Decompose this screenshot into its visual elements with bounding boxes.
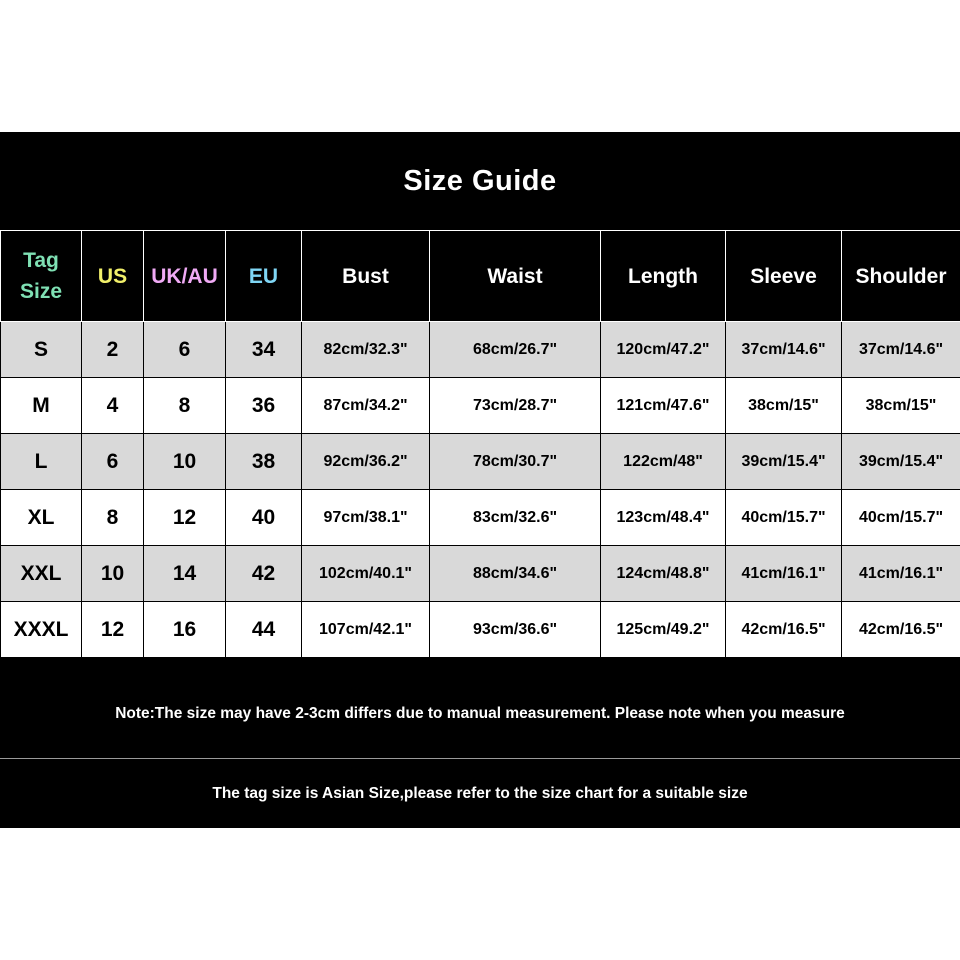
table-row <box>1 490 960 546</box>
cell-sleeve: 42cm/16.5" <box>726 602 842 658</box>
cell-shoulder: 41cm/16.1" <box>842 546 960 602</box>
note-band <box>0 670 960 759</box>
header-tag-line-1: Tag <box>23 249 59 272</box>
cell-us: 8 <box>82 490 144 546</box>
cell-bust: 102cm/40.1" <box>302 546 430 602</box>
cell-waist: 83cm/32.6" <box>430 490 601 546</box>
header-shoulder: Shoulder <box>842 231 960 322</box>
cell-sleeve: 40cm/15.7" <box>726 490 842 546</box>
cell-eu: 36 <box>226 378 302 434</box>
cell-bust: 82cm/32.3" <box>302 322 430 378</box>
cell-sleeve: 41cm/16.1" <box>726 546 842 602</box>
cell-tag: L <box>1 434 82 490</box>
cell-us: 2 <box>82 322 144 378</box>
cell-tag: XXL <box>1 546 82 602</box>
header-length: Length <box>601 231 726 322</box>
table-row <box>1 434 960 490</box>
cell-waist: 93cm/36.6" <box>430 602 601 658</box>
header-eu: EU <box>226 231 302 322</box>
cell-bust: 87cm/34.2" <box>302 378 430 434</box>
cell-bust: 107cm/42.1" <box>302 602 430 658</box>
table-row <box>1 546 960 602</box>
header-tag-line-2: Size <box>19 280 63 303</box>
measurement-note: Note:The size may have 2-3cm differs due to manual measurement. Please note when you measure <box>115 705 845 722</box>
cell-tag: M <box>1 378 82 434</box>
page-title: Size Guide <box>403 164 557 197</box>
cell-shoulder: 42cm/16.5" <box>842 602 960 658</box>
cell-bust: 97cm/38.1" <box>302 490 430 546</box>
cell-eu: 40 <box>226 490 302 546</box>
cell-uk-au: 6 <box>144 322 226 378</box>
cell-bust: 92cm/36.2" <box>302 434 430 490</box>
cell-uk-au: 8 <box>144 378 226 434</box>
header-uk-au: UK/AU <box>144 231 226 322</box>
cell-uk-au: 12 <box>144 490 226 546</box>
tag-size-note: The tag size is Asian Size,please refer to the size chart for a suitable size <box>212 784 748 802</box>
size-rows <box>1 322 960 658</box>
table-row <box>1 322 960 378</box>
header-bust: Bust <box>302 231 430 322</box>
cell-uk-au: 14 <box>144 546 226 602</box>
cell-length: 121cm/47.6" <box>601 378 726 434</box>
cell-shoulder: 37cm/14.6" <box>842 322 960 378</box>
cell-eu: 44 <box>226 602 302 658</box>
cell-sleeve: 38cm/15" <box>726 378 842 434</box>
cell-sleeve: 37cm/14.6" <box>726 322 842 378</box>
cell-tag: S <box>1 322 82 378</box>
tag-note-band <box>0 759 960 828</box>
cell-tag: XXXL <box>1 602 82 658</box>
cell-eu: 38 <box>226 434 302 490</box>
cell-waist: 78cm/30.7" <box>430 434 601 490</box>
cell-uk-au: 16 <box>144 602 226 658</box>
cell-waist: 88cm/34.6" <box>430 546 601 602</box>
cell-waist: 73cm/28.7" <box>430 378 601 434</box>
cell-uk-au: 10 <box>144 434 226 490</box>
cell-shoulder: 40cm/15.7" <box>842 490 960 546</box>
cell-waist: 68cm/26.7" <box>430 322 601 378</box>
cell-us: 6 <box>82 434 144 490</box>
table-row <box>1 602 960 658</box>
size-guide <box>0 132 960 828</box>
cell-us: 10 <box>82 546 144 602</box>
cell-length: 122cm/48" <box>601 434 726 490</box>
cell-us: 4 <box>82 378 144 434</box>
cell-sleeve: 39cm/15.4" <box>726 434 842 490</box>
cell-shoulder: 39cm/15.4" <box>842 434 960 490</box>
header-row <box>1 231 960 322</box>
size-table <box>0 230 960 658</box>
cell-length: 124cm/48.8" <box>601 546 726 602</box>
header-tag-size <box>1 231 82 322</box>
cell-length: 125cm/49.2" <box>601 602 726 658</box>
cell-eu: 42 <box>226 546 302 602</box>
title-band <box>0 132 960 230</box>
table-row <box>1 378 960 434</box>
header-us: US <box>82 231 144 322</box>
cell-length: 120cm/47.2" <box>601 322 726 378</box>
cell-tag: XL <box>1 490 82 546</box>
header-waist: Waist <box>430 231 601 322</box>
cell-eu: 34 <box>226 322 302 378</box>
header-sleeve: Sleeve <box>726 231 842 322</box>
cell-length: 123cm/48.4" <box>601 490 726 546</box>
cell-shoulder: 38cm/15" <box>842 378 960 434</box>
cell-us: 12 <box>82 602 144 658</box>
